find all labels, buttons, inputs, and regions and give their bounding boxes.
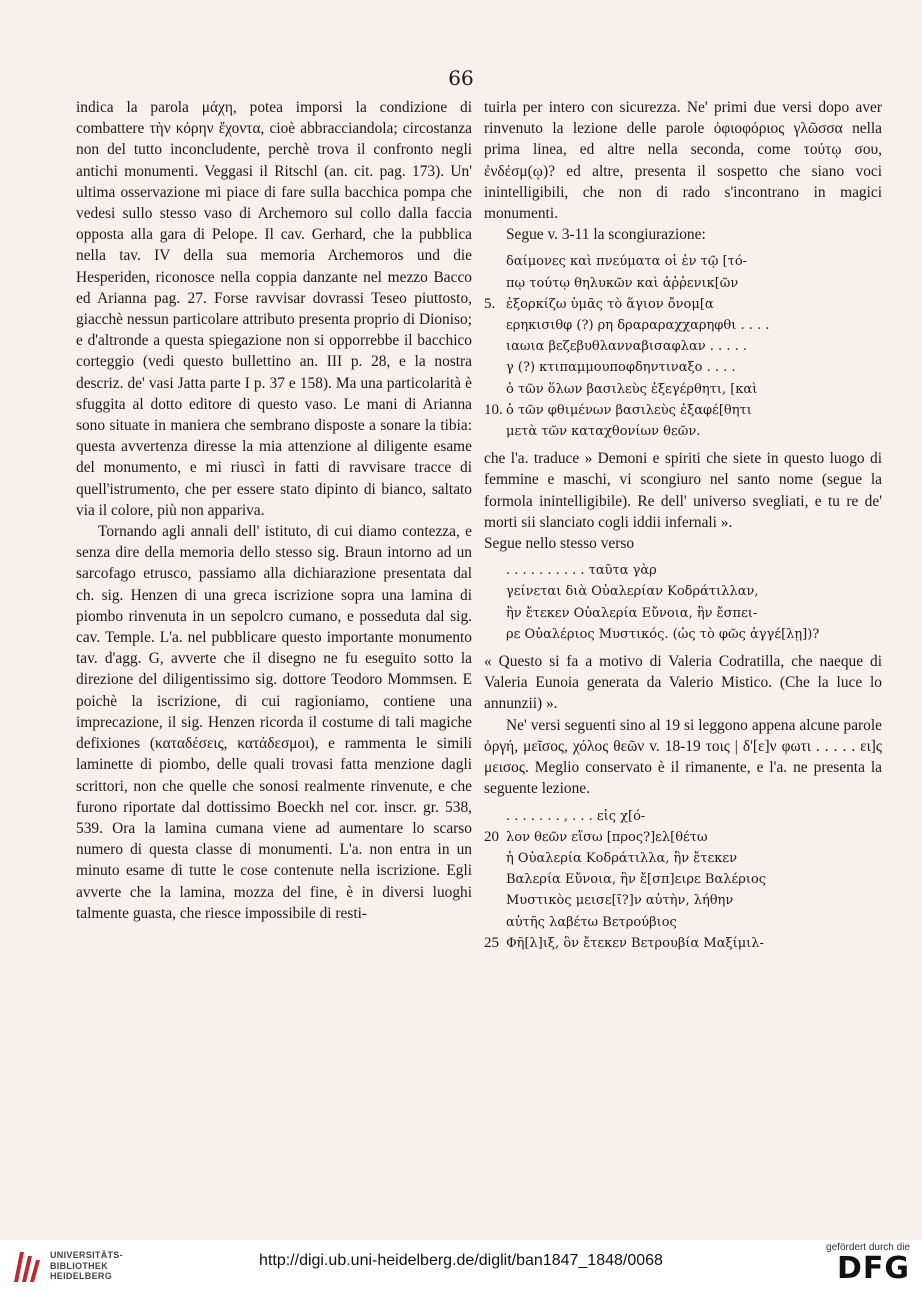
paragraph: tuirla per intero con sicurezza. Ne' primi due versi dopo aver rinvenuto la lezione delle parole ὀφιοφόριος γλῶσσα nella prima linea, ed altre nella seconda, come τούτῳ σου, ἐνδέσμ(ῳ)? ed altre, presenta il sospetto che siano voci inintelligibili, che non di rado s'incontrano in magici monumenti.: [484, 99, 882, 223]
verse-line-text: γ (?) κτιπαμμουποφδηντιναξο . . . .: [506, 360, 736, 376]
verse-line: [506, 912, 882, 933]
verse-line-text: Βαλερία Εὔνοια, ἣν ἔ[σπ]ειρε Βαλέριος: [506, 872, 767, 888]
verse-line-number: 5.: [484, 295, 496, 312]
verse-line: [506, 624, 882, 645]
verse-line: [484, 294, 882, 315]
permalink-url[interactable]: http://digi.ub.uni-heidelberg.de/diglit/ban1847_1848/0068: [259, 1252, 663, 1269]
greek-inscription-verse: [484, 251, 882, 442]
verse-line-text: μετὰ τῶν καταχθονίων θεῶν.: [506, 424, 701, 440]
funder-label: gefördert durch die: [826, 1242, 910, 1253]
verse-line: [506, 560, 882, 581]
verse-line-text: ρε Οὐαλέριος Μυστικός. (ὡς τὸ φῶς ἀγγέ[λῃ])?: [506, 626, 820, 642]
paragraph: indica la parola μάχη, potea imporsi la condizione di combattere τὴν κόρην ἔχοντα, cioè abbracciandola; circostanza non del tutto inconcludente, perchè trova il confronto negli antichi monumenti. Veggasi il Ritschl (an. cit. pag. 173). Un' ultima osservazione mi piace di fare sulla bacchica pompa che vedesi sullo stesso vaso di Archemoro sul collo dalla faccia opposta alla gara di Pelope. Il cav. Gerhard, che la pubblica nella tav. IV della sua memoria Archemoros und die Hesperiden, riconosce nella coppia danzante nel mezzo Bacco ed Arianna pag. 27. Forse ravvisar dovrassi Teseo piuttosto, giacchè nessun particolare attributo presenta proprio di Dioniso; e d'altronde a questa spiegazione non si opporrebbe il bacchico corteggio (vedi questo bullettino an. III p. 28, e la nostra descriz. de' vasi Jatta parte I p. 37 e 158). Ma una particolarità è sfuggita al dotto editore di questo vaso. Le mani di Arianna sono situate in maniera che sembrano disposte a sonare la tibia: questa avvertenza diresse la mia attenzione al diligente esame del monumento, e mi riuscì in fatti di ravvisare tracce di quell'istrumento, che per essere stato dipinto di bianco, saltato via il colore, più non appariva.: [76, 99, 472, 519]
verse-line-text: πῳ τούτῳ θηλυκῶν καὶ ἀῤῥενικ[ῶν: [506, 275, 739, 291]
viewer-footer: [0, 1240, 922, 1291]
verse-line: [484, 827, 882, 848]
verse-line-text: . . . . . . . . . . ταῦτα γὰρ: [506, 563, 657, 579]
left-column: [76, 97, 472, 924]
verse-line-text: ἐξορκίζω ὑμᾶς τὸ ἅγιον ὄνομ[α: [506, 296, 714, 312]
library-name-line3: HEIDELBERG: [50, 1271, 113, 1281]
verse-line: [506, 806, 882, 827]
verse-line: [506, 336, 882, 357]
verse-line-text: ερηκισιθφ (?) ρη δραραραχχαρηφθι . . . .: [506, 318, 770, 334]
greek-inscription-verse: [506, 560, 882, 645]
greek-inscription-verse: [484, 806, 882, 954]
right-column: [484, 97, 882, 960]
verse-line: [506, 890, 882, 911]
verse-line-text: Φῆ[λ]ιξ, ὃν ἔτεκεν Βετρουβία Μαξίμιλ-: [506, 935, 764, 951]
library-name-line2: BIBLIOTHEK: [50, 1260, 108, 1271]
page-number: 66: [448, 66, 474, 90]
verse-line-text: δαίμονες καὶ πνεύματα οἱ ἐν τῷ [τό-: [506, 254, 748, 270]
verse-line-text: αὐτῆς λαβέτω Βετρούβιος: [506, 914, 677, 930]
verse-line-text: ὁ τῶν φθιμένων βασιλεὺς ἐξαφέ[θητι: [506, 402, 752, 418]
verse-line: [484, 933, 882, 954]
library-name-line1: UNIVERSITÄTS-: [50, 1250, 123, 1260]
paragraph: Ne' versi seguenti sino al 19 si leggono appena alcune parole ὀργή, μεῖσος, χόλος θεῶν v. 18-19 τοις | δ'[ε]ν φωτι . . . . . ει]ς μεισος. Meglio conservato è il rimanente, e l'a. ne presenta la seguente lezione.: [484, 716, 882, 798]
verse-line: [484, 400, 882, 421]
verse-line: [506, 603, 882, 624]
paragraph: Tornando agli annali dell' istituto, di cui diamo contezza, e senza dire della memoria dello stesso sig. Braun intorno ad un sarcofago etrusco, passiamo alla dichiarazione presentata dal ch. sig. Henzen di una greca iscrizione sopra una lamina di piombo rinvenuta in un sepolcro cumano, e posseduta dal sig. cav. Temple. L'a. nel pubblicare questo importante monumento tav. d'agg. G, avverte che il disegno ne fu eseguito sotto la direzione del diligentissimo sig. dottore Teodoro Mommsen. E poichè la iscrizione, di cui ragioniamo, contiene una imprecazione, il sig. Henzen ricorda il costume di tali magiche defixiones (καταδέσεις, κατάδεσμοι), e rammenta le simili laminette di piombo, delle quali trovasi fatta menzione dagli scrittori, non che quelle che sonosi realmente rinvenute, e che furono riportate dal dottissimo Boeckh nel cor. inscr. gr. 538, 539. Ora la lamina cumana viene ad aumentare lo scarso numero di questa classe di monumenti. L'a. non entra in un minuto esame di tutte le cose contenute nella iscrizione. Egli avverte che la lamina, mozza del fine, è in diversi luoghi talmente guasta, che riesce impossibile di resti-: [76, 523, 472, 922]
dfg-logo: DFG: [836, 1251, 910, 1286]
paragraph: « Questo si fa a motivo di Valeria Codratilla, che naeque di Valeria Eunoia generata da Valerio Mistico. (Che la luce lo annunzii) ».: [484, 653, 882, 713]
verse-line-text: ὁ τῶν ὅλων βασιλεὺς ἐξεγέρθητι, [καὶ: [506, 381, 758, 397]
paragraph: Segue v. 3-11 la scongiurazione:: [506, 226, 706, 244]
verse-line-text: λον θεῶν εἴσω [προς?]ελ[θέτω: [506, 829, 708, 845]
paragraph: Segue nello stesso verso: [484, 535, 635, 553]
verse-line: [506, 581, 882, 602]
verse-line-number: 25: [484, 934, 499, 951]
verse-line: [506, 273, 882, 294]
verse-line: [506, 315, 882, 336]
verse-line: [506, 379, 882, 400]
verse-line-number: 10.: [484, 401, 503, 418]
verse-line-text: ιαωια βεζεβυθλανναβισαφλαν . . . . .: [506, 339, 747, 355]
verse-line-text: Μυστικὸς μεισε[ῖ?]ν αὐτὴν, λήθην: [506, 893, 734, 909]
verse-line-text: . . . . . . . , . . . εἰς χ[ό-: [506, 808, 646, 824]
verse-line: [506, 421, 882, 442]
funder-logo[interactable]: [790, 1242, 910, 1288]
verse-line: [506, 869, 882, 890]
verse-line-text: ἣν ἔτεκεν Οὐαλερία Εὔνοια, ἣν ἔσπει-: [506, 605, 758, 621]
verse-line: [506, 357, 882, 378]
verse-line-number: 20: [484, 828, 499, 845]
verse-line: [506, 251, 882, 272]
verse-line-text: ἡ Οὐαλερία Κοδράτιλλα, ἣν ἔτεκεν: [506, 850, 737, 866]
verse-line-text: γείνεται διὰ Οὐαλερίαν Κοδράτιλλαν,: [506, 584, 759, 600]
paragraph: che l'a. traduce » Demoni e spiriti che siete in questo luogo di femmine e maschi, vi scongiuro nel santo nome (segue la formola inintelligibile). Re dell' universo svegliati, e tu re de' morti sii slanciato cogli iddii infernali ».: [484, 450, 882, 531]
verse-line: [506, 848, 882, 869]
